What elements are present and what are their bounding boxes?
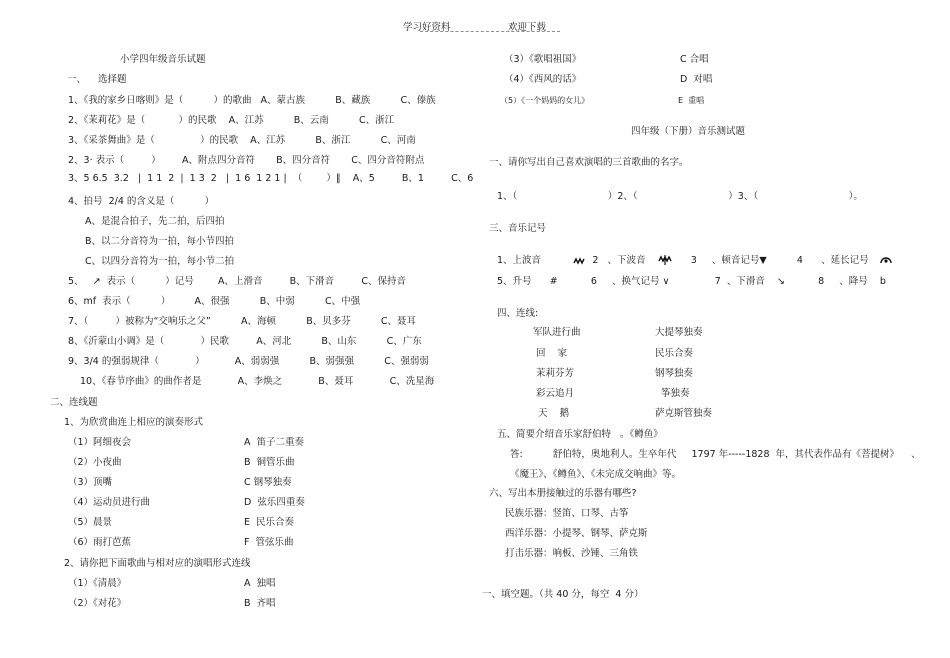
pair1-left: （5）晨景	[68, 517, 113, 528]
link-right: 民乐合奏	[655, 348, 694, 359]
pair1-right: A 笛子二重奏	[244, 437, 305, 448]
pair2-left: （1）《清晨》	[68, 578, 127, 589]
pair1-right: B 铜管乐曲	[244, 457, 295, 468]
header-right: 欢迎下载	[508, 22, 547, 33]
link-left: 茉莉芬芳	[536, 368, 575, 379]
link-right: 大提琴独奏	[655, 327, 703, 338]
right-q1-blanks: 1、（ ）2、（ ）3、（ ）。	[497, 191, 863, 202]
question-3: 3、《采茶舞曲》是（ ）的民歌 A、江苏 B、浙江 C、河南	[68, 135, 416, 146]
link-right: 筝独奏	[655, 388, 690, 399]
left-title: 小学四年级音乐试题	[120, 54, 206, 65]
fermata-icon	[880, 254, 892, 264]
question-4: 2、3· 表示（ ） A、附点四分音符 B、四分音符 C、四分音符附点	[68, 155, 425, 166]
section2-title: 二、连线题	[50, 397, 98, 408]
link-left: 回 家	[536, 348, 568, 359]
song-pair-left: （5）《一个妈妈的女儿》	[500, 96, 590, 105]
right-title: 四年级（下册）音乐测试题	[631, 126, 746, 137]
question-8: 6、mf 表示（ ） A、很强 B、中弱 C、中强	[68, 296, 361, 307]
question-5: 3、5 6.5 3.2 | 1 1 2 | 1 3 2 | 1 6 1 2 1 | （ ）‖ A、5 B、1 C、6	[68, 173, 474, 184]
right-q5-answer-cont: 《魔王》、《鳟鱼》、《未完成交响曲》等。	[510, 469, 682, 480]
lower-mordent-icon	[658, 255, 672, 266]
header-left: 学习好资料	[403, 22, 451, 33]
pair1-left: （1）阿细夜会	[68, 437, 132, 448]
link-left: 彩云追月	[536, 388, 575, 399]
right-q3: 三、音乐记号	[489, 223, 547, 234]
section2-q1: 1、为欣赏曲连上相应的演奏形式	[64, 417, 204, 428]
pair1-right: E 民乐合奏	[244, 517, 295, 528]
section1-title: 选择题	[98, 74, 127, 85]
section1-num: 一、	[67, 74, 87, 85]
song-pair-right: D 对唱	[680, 74, 713, 85]
song-pair-left: （4）《西风的话》	[504, 74, 582, 85]
question-2: 2、《茉莉花》是（ ）的民歌 A、江苏 B、云南 C、浙江	[68, 115, 395, 126]
link-right: 萨克斯管独奏	[655, 408, 713, 419]
right-q1: 一、请你写出自己喜欢演唱的三首歌曲的名字。	[489, 157, 689, 168]
right-q6: 六、写出本册接触过的乐器有哪些?	[489, 488, 637, 499]
pair2-right: A 独唱	[244, 578, 276, 589]
music-symbols-row1: 1、上波音 2 、下波音 3 、顿音记号▼ 4 、延长记号	[497, 255, 869, 266]
question-6: 4、拍号 2/4 的含义是（ ）	[68, 196, 215, 207]
pair2-left: （2）《对花》	[68, 598, 127, 609]
section2-q2: 2、请你把下面歌曲与相对应的演唱形式连线	[64, 558, 251, 569]
question-9: 7、（ ）被称为“交响乐之父” A、海顿 B、贝多芬 C、聂耳	[68, 316, 417, 327]
pair2-right: B 齐唱	[244, 598, 276, 609]
instruments-percussion: 打击乐器：响板、沙锤、三角铁	[505, 548, 639, 559]
song-pair-right: E 重唱	[678, 96, 705, 105]
pair1-right: F 管弦乐曲	[244, 537, 294, 548]
instruments-western: 西洋乐器：小提琴、钢琴、萨克斯	[505, 528, 648, 539]
question-12: 10、《春节序曲》的曲作者是 A、李焕之 B、聂耳 C、冼星海	[80, 376, 435, 387]
right-q4: 四、连线:	[497, 308, 539, 319]
pair1-right: D 弦乐四重奏	[244, 497, 305, 508]
instruments-folk: 民族乐器：竖笛、口琴、古筝	[505, 508, 629, 519]
question-6-option-a: A、是混合拍子，先二拍，后四拍	[85, 216, 225, 227]
question-6-option-c: C、以四分音符为一拍，每小节二拍	[85, 256, 235, 267]
right-q5: 五、简要介绍音乐家舒伯特 。《鳟鱼》	[497, 429, 663, 440]
song-pair-left: （3）《歌唱祖国》	[504, 54, 582, 65]
question-7: 5、 ↗ 表示（ ）记号 A、上滑音 B、下滑音 C、保持音	[68, 276, 406, 287]
link-left: 天 鹅	[538, 408, 570, 419]
link-left: 军队进行曲	[533, 327, 581, 338]
pair1-right: C 钢琴独奏	[244, 477, 292, 488]
upper-mordent-icon	[573, 256, 585, 266]
right-q5-answer: 答: 舒伯特，奥地利人。生卒年代 1797 年-----1828 年，其代表作品有《菩提树》 、	[510, 449, 921, 460]
pair1-left: （3）顶嘴	[68, 477, 113, 488]
fill-in-section-title: 一、填空题。（共 40 分，每空 4 分）	[482, 589, 644, 600]
pair1-left: （6）雨打芭蕉	[68, 537, 132, 548]
question-10: 8、《沂蒙山小调》是（ ）民歌 A、河北 B、山东 C、广东	[68, 336, 422, 347]
pair1-left: （4）运动员进行曲	[68, 497, 151, 508]
header-divider	[420, 31, 560, 32]
question-1: 1、《我的家乡日喀则》是（ ）的歌曲 A、蒙古族 B、藏族 C、傣族	[68, 95, 436, 106]
music-symbols-row2: 5、升号 # 6 、换气记号 ∨ 7 、下滑音 ↘ 8 、降号 b	[497, 276, 886, 287]
link-right: 钢琴独奏	[655, 368, 694, 379]
question-6-option-b: B、以二分音符为一拍，每小节四拍	[85, 236, 235, 247]
song-pair-right: C 合唱	[680, 54, 709, 65]
pair1-left: （2）小夜曲	[68, 457, 122, 468]
question-11: 9、3/4 的强弱规律（ ） A、弱弱强 B、弱强强 C、强弱弱	[68, 356, 429, 367]
